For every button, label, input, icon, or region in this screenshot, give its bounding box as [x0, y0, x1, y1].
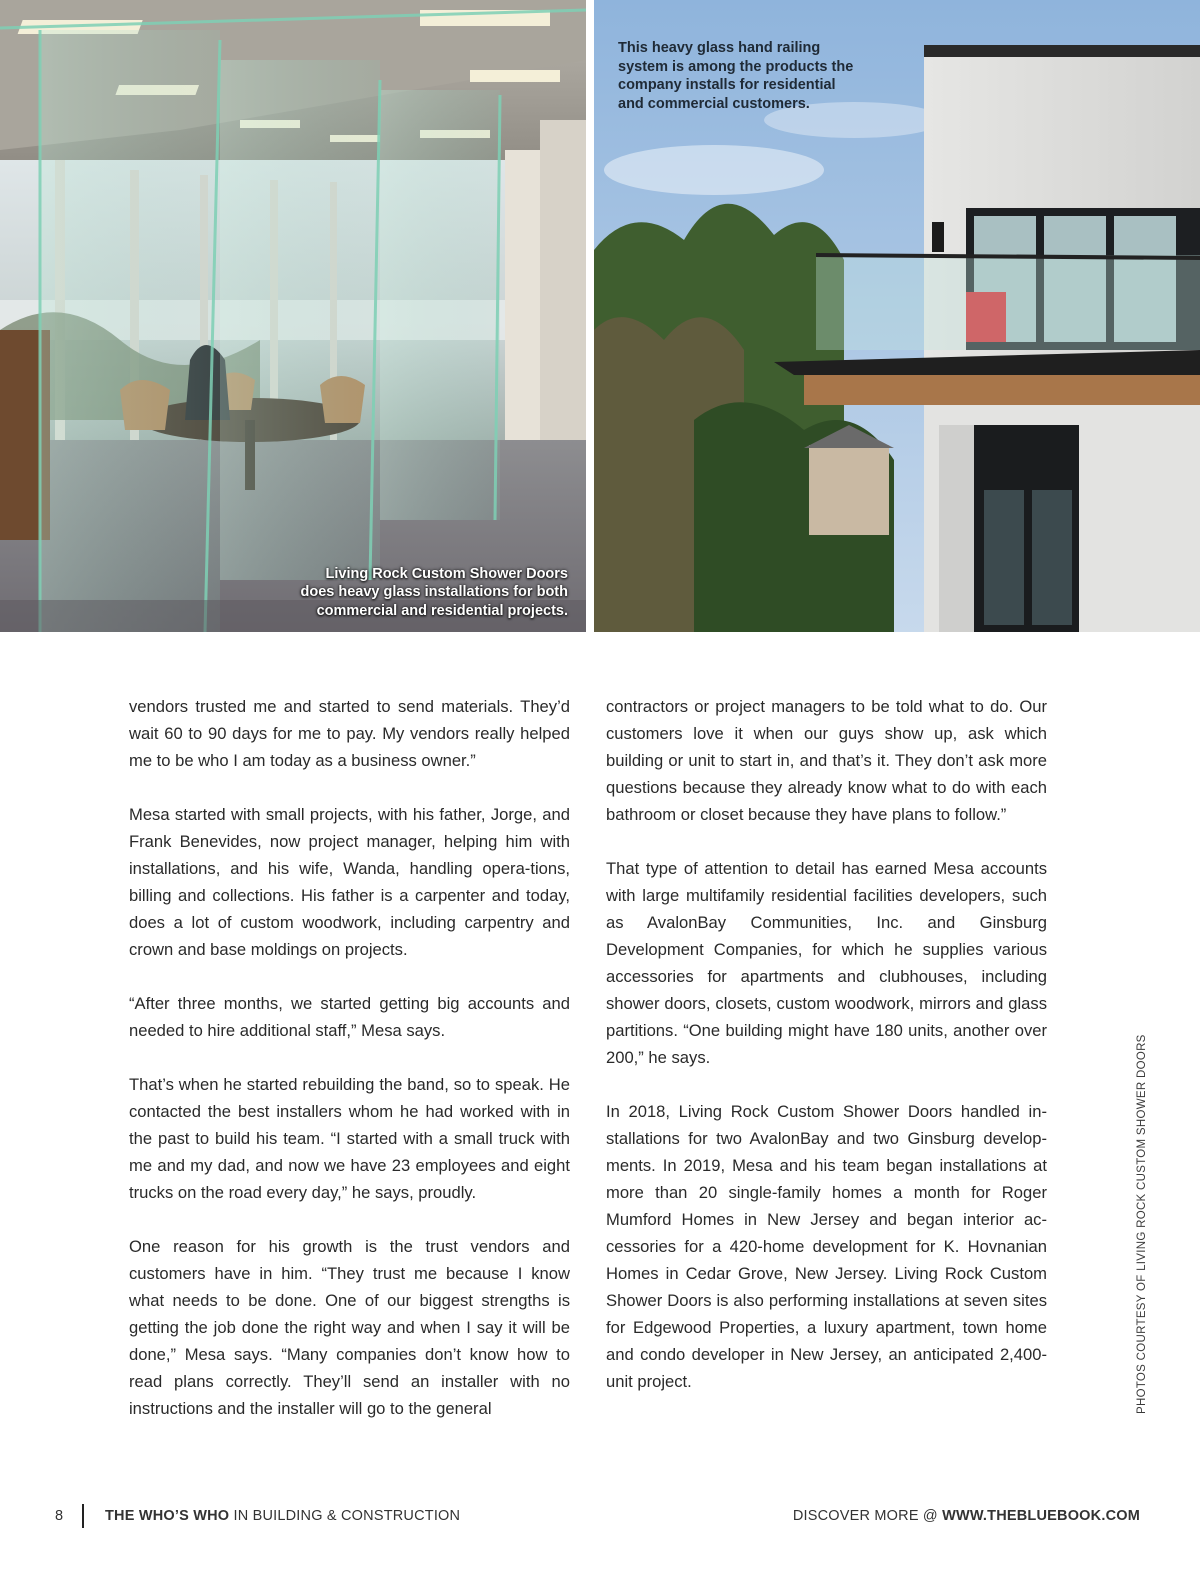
- footer-divider: [82, 1504, 84, 1528]
- publication-title-rest: IN BUILDING & CONSTRUCTION: [229, 1508, 461, 1524]
- caption-line: system is among the products the: [618, 58, 854, 75]
- publication-title-bold: THE WHO’S WHO: [105, 1508, 230, 1524]
- article-column-right: [606, 693, 1047, 1395]
- caption-line: commercial and residential projects.: [316, 602, 568, 619]
- page-footer: [0, 1504, 1200, 1528]
- page-number: 8: [55, 1508, 64, 1524]
- caption-line: does heavy glass installations for both: [300, 584, 568, 600]
- left-photo-caption: [268, 565, 568, 621]
- article-paragraph: That’s when he started rebuilding the band, so to speak. He contacted the best installers whom he had worked with in the past to build his team. “I started with a small truck with me and my dad, and now we have 23 employees and eight trucks on the road every day,” he says, proudly.: [129, 1075, 570, 1202]
- website-link[interactable]: WWW.THEBLUEBOOK.COM: [942, 1508, 1140, 1524]
- discover-more: [793, 1508, 1140, 1524]
- article-paragraph: Mesa started with small projects, with his father, Jorge, and Frank Benevides, now project manager, helping him with installations, and his wife, Wanda, handling opera-tions, billing and collections. His father is a carpenter and today, does a lot of custom woodwork, including carpentry and crown and base moldings on projects.: [129, 805, 570, 959]
- article-paragraph: One reason for his growth is the trust vendors and customers have in him. “They trust me because I know what needs to be done. One of our biggest strengths is getting the job done the right way and when I say it will be done,” Mesa says. “Many companies don’t know how to read plans correctly. They’ll send an installer with no instructions and the installer will go to the general: [129, 1237, 570, 1418]
- discover-prefix: DISCOVER MORE @: [792, 1508, 943, 1524]
- office-glass-illustration: [0, 0, 586, 632]
- article-paragraph: contractors or project managers to be told what to do. Our customers love it when our guys show up, ask which building or unit to start in, and that’s it. They don’t ask more questions because they already know what to do with each bathroom or closet because they have plans to follow.”: [606, 697, 1047, 824]
- article-paragraph: In 2018, Living Rock Custom Shower Doors handled in-stallations for two AvalonBay and two Ginsburg develop-ments. In 2019, Mesa and his team began installations at more than 20 single-family homes a month for Roger Mumford Homes in New Jersey and began interior ac-cessories for a 420-home development for K. Hovnanian Homes in Cedar Grove, New Jersey. Living Rock Custom Shower Doors is also performing installations at seven sites for Edgewood Properties, a luxury apartment, town home and condo developer in New Jersey, an anticipated 2,400-unit project.: [606, 1102, 1047, 1391]
- caption-line: company installs for residential: [618, 77, 836, 93]
- caption-line: This heavy glass hand railing: [618, 40, 821, 56]
- office-glass-partition-photo: [0, 0, 586, 632]
- glass-railing-house-photo: [594, 0, 1200, 632]
- caption-line: and commercial customers.: [618, 95, 810, 112]
- article-paragraph: That type of attention to detail has earned Mesa accounts with large multifamily residential facilities developers, such as AvalonBay Communities, Inc. and Ginsburg Development Companies, for which he supplies various accessories for apartments and clubhouses, including shower doors, closets, custom woodwork, mirrors and glass partitions. “One building might have 180 units, another over 200,” he says.: [606, 859, 1047, 1067]
- caption-line: Living Rock Custom Shower Doors: [325, 565, 568, 582]
- right-photo-caption: [618, 39, 868, 113]
- publication-title: [105, 1508, 460, 1524]
- article-column-left: [129, 693, 570, 1422]
- article-paragraph: “After three months, we started getting big accounts and needed to hire additional staff,” Mesa says.: [129, 994, 570, 1040]
- article-paragraph: vendors trusted me and started to send materials. They’d wait 60 to 90 days for me to pay. My vendors really helped me to be who I am today as a business owner.”: [129, 697, 570, 770]
- photo-credit: PHOTOS COURTESY OF LIVING ROCK CUSTOM SHOWER DOORS: [1136, 1034, 1148, 1414]
